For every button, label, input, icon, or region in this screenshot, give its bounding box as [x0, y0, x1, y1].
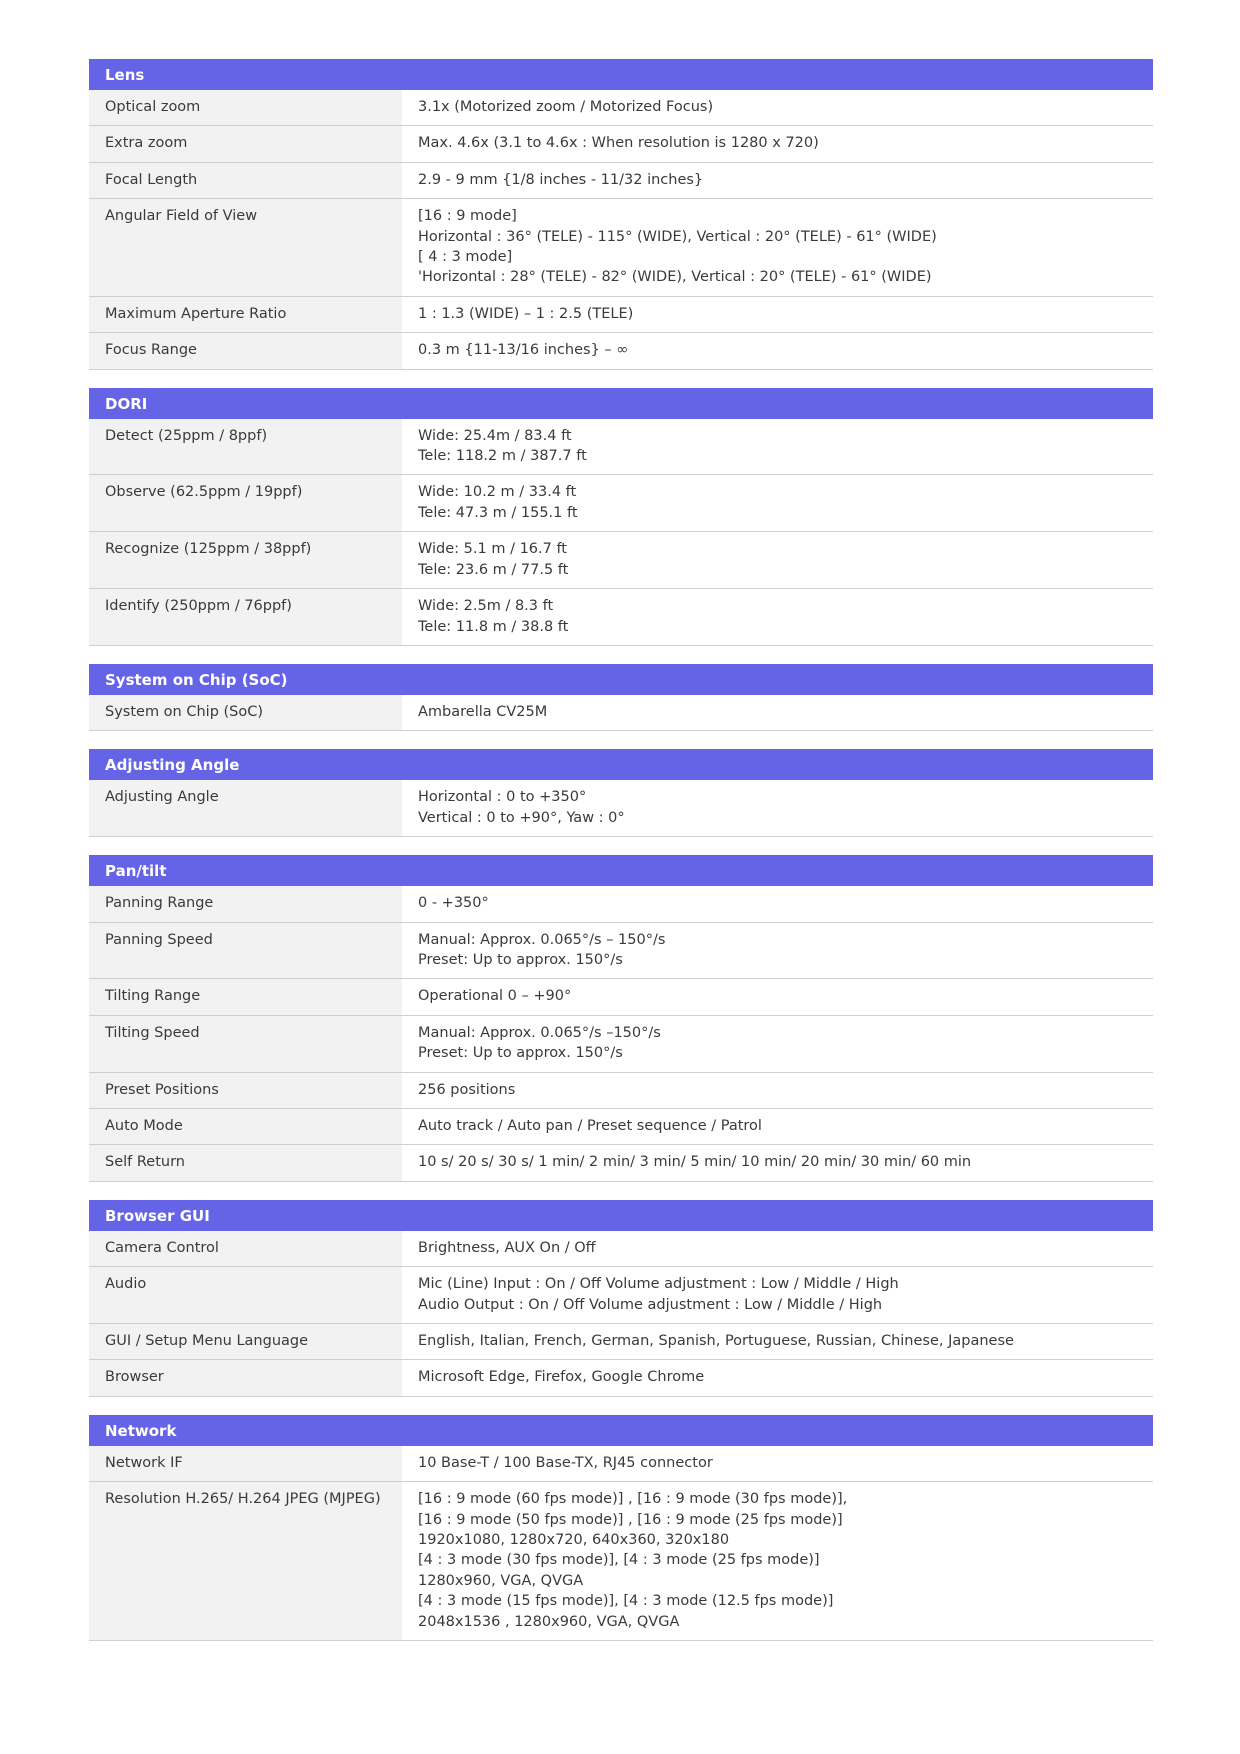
spec-row	[89, 1016, 1153, 1073]
spec-label: Optical zoom	[89, 90, 402, 125]
spec-value: Max. 4.6x (3.1 to 4.6x : When resolution is 1280 x 720)	[418, 135, 819, 152]
spec-label: Panning Range	[89, 886, 402, 921]
spec-label: Network IF	[89, 1446, 402, 1481]
spec-row	[89, 923, 1153, 980]
section-title: DORI	[89, 388, 1153, 419]
section-title: Pan/tilt	[89, 855, 1153, 886]
spec-label: Recognize (125ppm / 38ppf)	[89, 532, 402, 588]
spec-value: Wide: 5.1 m / 16.7 ft Tele: 23.6 m / 77.5 ft	[418, 541, 569, 578]
spec-row	[89, 333, 1153, 369]
spec-label: Observe (62.5ppm / 19ppf)	[89, 475, 402, 531]
spec-value: 1 : 1.3 (WIDE) – 1 : 2.5 (TELE)	[418, 305, 634, 322]
spec-label: Detect (25ppm / 8ppf)	[89, 419, 402, 475]
spec-sheet	[89, 59, 1153, 1659]
spec-value: 0 - +350°	[418, 895, 489, 912]
spec-label: Self Return	[89, 1145, 402, 1180]
spec-row	[89, 780, 1153, 837]
spec-value: Brightness, AUX On / Off	[418, 1239, 596, 1256]
section-title: Browser GUI	[89, 1200, 1153, 1231]
spec-value: Manual: Approx. 0.065°/s – 150°/s Preset: Up to approx. 150°/s	[418, 931, 666, 968]
spec-row	[89, 163, 1153, 199]
spec-value: Wide: 10.2 m / 33.4 ft Tele: 47.3 m / 155.1 ft	[418, 484, 578, 521]
spec-label: Tilting Speed	[89, 1016, 402, 1072]
spec-label: System on Chip (SoC)	[89, 695, 402, 730]
spec-value: 10 s/ 20 s/ 30 s/ 1 min/ 2 min/ 3 min/ 5 min/ 10 min/ 20 min/ 30 min/ 60 min	[418, 1154, 972, 1171]
spec-value: Operational 0 – +90°	[418, 988, 572, 1005]
spec-section	[89, 855, 1153, 1182]
spec-row	[89, 1109, 1153, 1145]
spec-row	[89, 1324, 1153, 1360]
spec-row	[89, 589, 1153, 646]
spec-row	[89, 419, 1153, 476]
spec-section	[89, 749, 1153, 837]
spec-value: 256 positions	[418, 1081, 516, 1098]
spec-value: Mic (Line) Input : On / Off Volume adjustment : Low / Middle / High Audio Output : On / Off Volume adjustment : Low / Middle / High	[418, 1276, 899, 1313]
spec-row	[89, 297, 1153, 333]
spec-label: Camera Control	[89, 1231, 402, 1266]
spec-section	[89, 664, 1153, 731]
spec-row	[89, 475, 1153, 532]
spec-label: Angular Field of View	[89, 199, 402, 296]
spec-value: Horizontal : 0 to +350° Vertical : 0 to +90°, Yaw : 0°	[418, 789, 625, 826]
spec-section	[89, 59, 1153, 370]
spec-label: Resolution H.265/ H.264 JPEG (MJPEG)	[89, 1482, 402, 1640]
spec-row	[89, 199, 1153, 297]
spec-row	[89, 979, 1153, 1015]
spec-section	[89, 388, 1153, 646]
spec-value: Manual: Approx. 0.065°/s –150°/s Preset: Up to approx. 150°/s	[418, 1024, 661, 1062]
spec-section	[89, 1415, 1153, 1641]
spec-label: Audio	[89, 1267, 402, 1323]
spec-value: [16 : 9 mode (60 fps mode)] , [16 : 9 mode (30 fps mode)], [16 : 9 mode (50 fps mode)] , [16 : 9 mode (25 fps mode)] 1920x1080, 1280x720, 640x360, 320x180 [4 : 3 mode (30 fps mode)], [4 : 3 mode (25 fps mode)] 1280x960, VGA, QVGA [4 : 3 mode (15 fps mode)], [4 : 3 mode (12.5 fps mode)] 2048x1536 , 1280x960, VGA, QVGA	[418, 1491, 848, 1630]
spec-value: 10 Base-T / 100 Base-TX, RJ45 connector	[418, 1454, 713, 1471]
spec-value: Microsoft Edge, Firefox, Google Chrome	[418, 1369, 705, 1386]
spec-row	[89, 1145, 1153, 1181]
spec-row	[89, 1482, 1153, 1641]
spec-label: Auto Mode	[89, 1109, 402, 1144]
spec-section	[89, 1200, 1153, 1397]
spec-row	[89, 886, 1153, 922]
section-title: Adjusting Angle	[89, 749, 1153, 780]
spec-row	[89, 1446, 1153, 1482]
section-title: Lens	[89, 59, 1153, 90]
spec-row	[89, 1231, 1153, 1267]
spec-value: Wide: 2.5m / 8.3 ft Tele: 11.8 m / 38.8 ft	[418, 598, 569, 635]
spec-label: Focus Range	[89, 333, 402, 368]
spec-row	[89, 126, 1153, 162]
spec-label: Panning Speed	[89, 923, 402, 979]
spec-value: 3.1x (Motorized zoom / Motorized Focus)	[418, 99, 714, 115]
spec-row	[89, 1360, 1153, 1396]
spec-value: English, Italian, French, German, Spanish, Portuguese, Russian, Chinese, Japanese	[418, 1333, 1014, 1349]
spec-row	[89, 1073, 1153, 1109]
spec-value: Wide: 25.4m / 83.4 ft Tele: 118.2 m / 387.7 ft	[418, 427, 587, 465]
spec-label: GUI / Setup Menu Language	[89, 1324, 402, 1359]
spec-value: 2.9 - 9 mm {1/8 inches - 11/32 inches}	[418, 171, 704, 188]
spec-value: Auto track / Auto pan / Preset sequence / Patrol	[418, 1117, 762, 1134]
section-title: Network	[89, 1415, 1153, 1446]
spec-row	[89, 1267, 1153, 1324]
spec-row	[89, 532, 1153, 589]
spec-row	[89, 695, 1153, 731]
spec-row	[89, 90, 1153, 126]
spec-value: Ambarella CV25M	[418, 703, 548, 720]
section-title: System on Chip (SoC)	[89, 664, 1153, 695]
spec-label: Browser	[89, 1360, 402, 1395]
spec-value: [16 : 9 mode] Horizontal : 36° (TELE) - 115° (WIDE), Vertical : 20° (TELE) - 61° (WIDE) [ 4 : 3 mode] 'Horizontal : 28° (TELE) - 82° (WIDE), Vertical : 20° (TELE) - 61° (WIDE)	[418, 208, 937, 286]
spec-label: Tilting Range	[89, 979, 402, 1014]
spec-value: 0.3 m {11-13/16 inches} – ∞	[418, 342, 629, 359]
spec-label: Preset Positions	[89, 1073, 402, 1108]
spec-label: Adjusting Angle	[89, 780, 402, 836]
spec-label: Focal Length	[89, 163, 402, 198]
spec-label: Identify (250ppm / 76ppf)	[89, 589, 402, 645]
spec-label: Extra zoom	[89, 126, 402, 161]
spec-label: Maximum Aperture Ratio	[89, 297, 402, 332]
